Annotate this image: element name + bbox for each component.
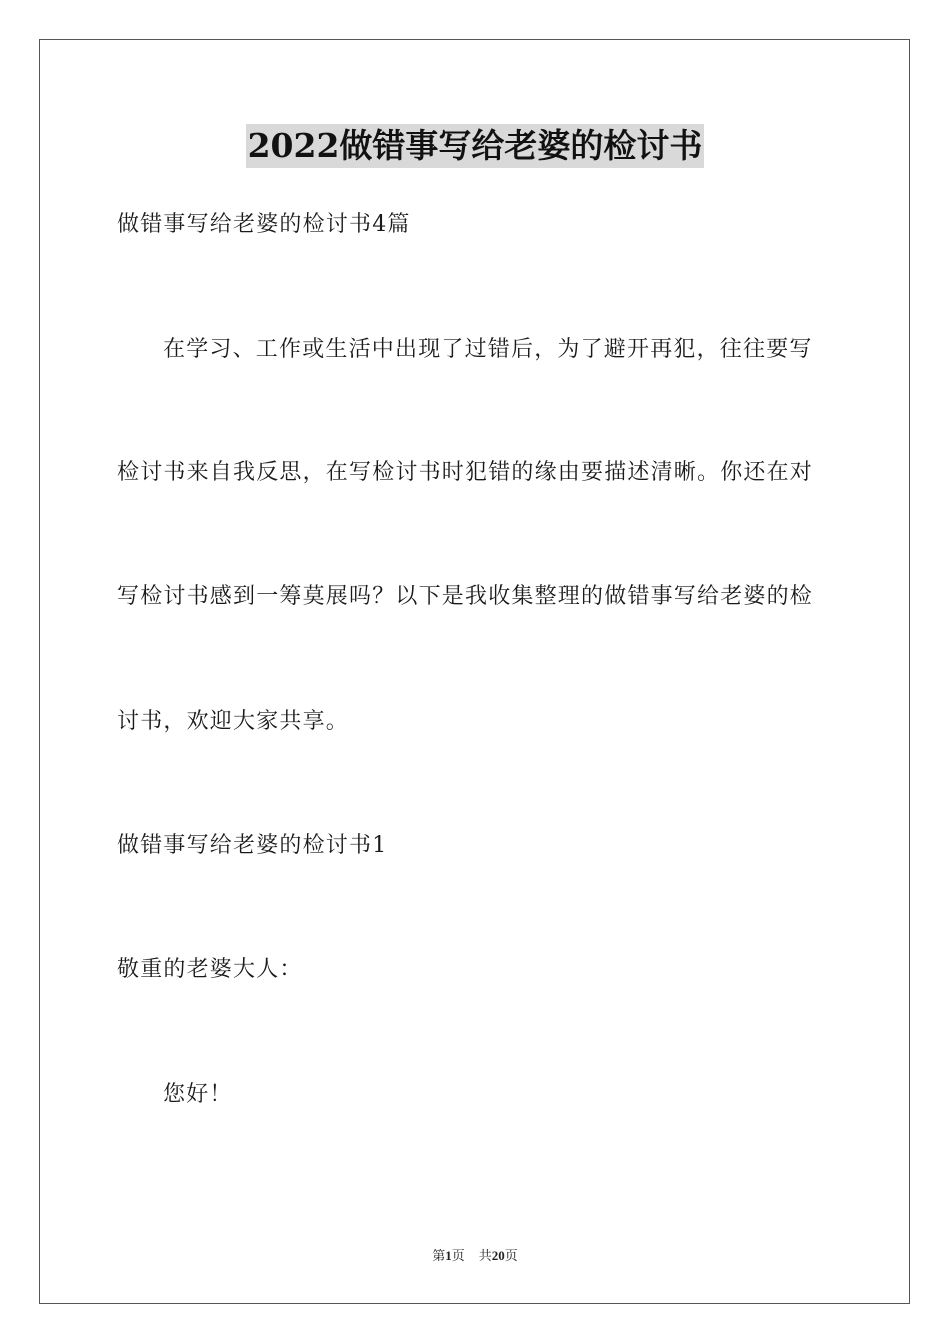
- total-suffix: 页: [504, 1248, 518, 1263]
- section-heading: 做错事写给老婆的检讨书1: [117, 833, 388, 858]
- document-title: 2022做错事写给老婆的检讨书: [246, 124, 705, 168]
- total-pages: 20: [491, 1248, 505, 1263]
- page-footer: [0, 1247, 950, 1265]
- intro-line-3: 写检讨书感到一筹莫展吗？以下是我收集整理的做错事写给老婆的检: [117, 584, 814, 609]
- page-suffix: 页: [451, 1248, 465, 1263]
- salutation: 敬重的老婆大人：: [117, 957, 303, 982]
- intro-line-1: 在学习、工作或生活中出现了过错后，为了避开再犯，往往要写: [163, 337, 813, 362]
- intro-line-4: 讨书，欢迎大家共享。: [117, 709, 350, 734]
- document-subtitle: 做错事写给老婆的检讨书4篇: [117, 212, 411, 237]
- total-prefix: 共: [478, 1248, 492, 1263]
- greeting: 您好！: [163, 1082, 233, 1107]
- page-current: 1: [445, 1248, 452, 1263]
- title-container: [0, 124, 950, 168]
- intro-line-2: 检讨书来自我反思，在写检讨书时犯错的缘由要描述清晰。你还在对: [117, 460, 814, 485]
- page-prefix: 第: [432, 1248, 446, 1263]
